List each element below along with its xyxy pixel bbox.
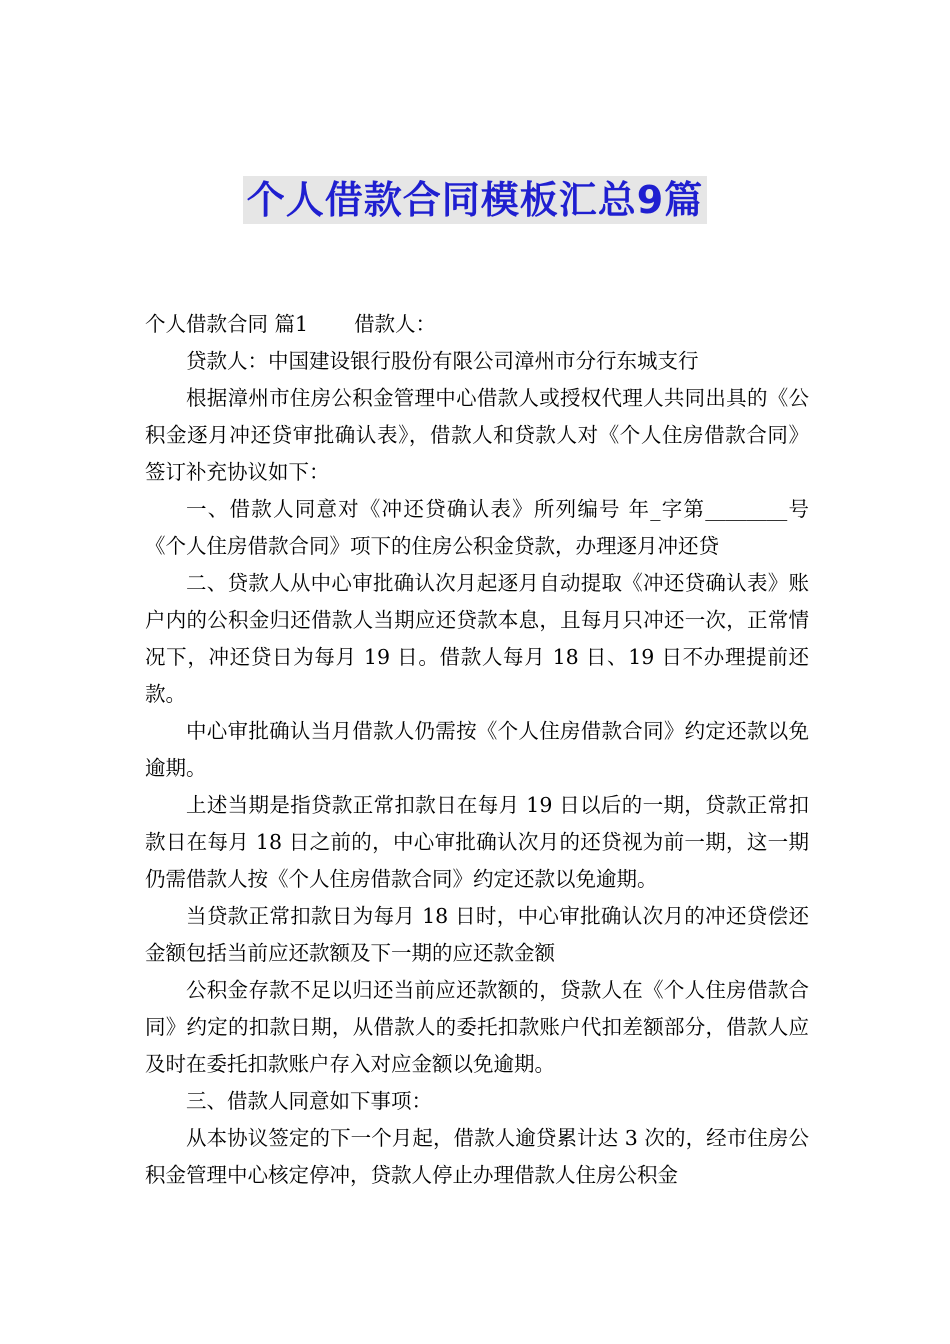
paragraph-clause-2: 二、贷款人从中心审批确认次月起逐月自动提取《冲还贷确认表》账户内的公积金归还借款人当期应还贷款本息，且每月只冲还一次，正常情况下，冲还贷日为每月 19 日。借款人每月 18 日、19 日不办理提前还款。 xyxy=(145,571,809,706)
document-body xyxy=(145,306,809,1194)
paragraph-lender: 贷款人：中国建设银行股份有限公司漳州市分行东城支行 xyxy=(186,349,699,373)
paragraph-note-3: 当贷款正常扣款日为每月 18 日时，中心审批确认次月的冲还贷偿还金额包括当前应还款额及下一期的应还款金额 xyxy=(145,904,809,965)
document-title: 个人借款合同模板汇总9篇 xyxy=(243,176,707,224)
paragraph-note-4: 公积金存款不足以归还当前应还款额的，贷款人在《个人住房借款合同》约定的扣款日期，从借款人的委托扣款账户代扣差额部分，借款人应及时在委托扣款账户存入对应金额以免逾期。 xyxy=(145,978,809,1076)
title-container xyxy=(0,176,950,224)
paragraph-clause-3: 三、借款人同意如下事项： xyxy=(186,1089,432,1113)
paragraph-note-1: 中心审批确认当月借款人仍需按《个人住房借款合同》约定还款以免逾期。 xyxy=(145,719,809,780)
heading-line xyxy=(145,306,809,343)
paragraph-note-2: 上述当期是指贷款正常扣款日在每月 19 日以后的一期，贷款正常扣款日在每月 18 日之前的，中心审批确认次月的还贷视为前一期，这一期仍需借款人按《个人住房借款合同》约定还款以免逾期。 xyxy=(145,793,809,891)
paragraph-clause-3-detail: 从本协议签定的下一个月起，借款人逾贷累计达 3 次的，经市住房公积金管理中心核定停冲，贷款人停止办理借款人住房公积金 xyxy=(145,1126,809,1187)
borrower-label: 借款人： xyxy=(354,312,437,336)
section-heading: 个人借款合同 篇1 xyxy=(145,312,309,336)
paragraph-clause-1: 一、借款人同意对《冲还贷确认表》所列编号 年_字第________号《个人住房借款合同》项下的住房公积金贷款，办理逐月冲还贷 xyxy=(145,497,809,558)
paragraph-intro: 根据漳州市住房公积金管理中心借款人或授权代理人共同出具的《公积金逐月冲还贷审批确认表》，借款人和贷款人对《个人住房借款合同》签订补充协议如下： xyxy=(145,386,809,484)
